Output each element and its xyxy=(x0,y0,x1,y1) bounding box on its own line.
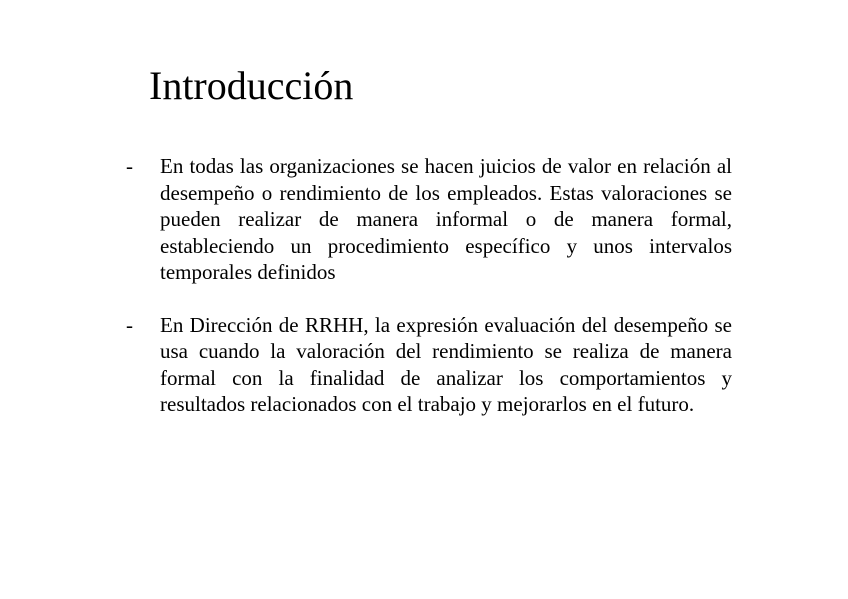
dash-bullet-icon: - xyxy=(126,154,133,178)
dash-bullet-icon: - xyxy=(126,312,133,337)
bullet-item xyxy=(126,312,732,418)
slide-title: Introducción xyxy=(149,63,354,108)
bullet-item xyxy=(126,153,732,286)
bullet-list xyxy=(126,153,732,444)
bullet-text: En Dirección de RRHH, la expresión evaluación del desempeño se usa cuando la valoración del rendimiento se realiza de manera formal con la finalidad de analizar los comportamientos y resultados relacionados con el trabajo y mejorarlos en el futuro. xyxy=(160,312,732,416)
bullet-text: En todas las organizaciones se hacen juicios de valor en relación al desempeño o rendimiento de los empleados. Estas valoraciones se pueden realizar de manera informal o de manera formal, estableciendo un procedimiento específico y unos intervalos temporales definidos xyxy=(160,154,732,284)
